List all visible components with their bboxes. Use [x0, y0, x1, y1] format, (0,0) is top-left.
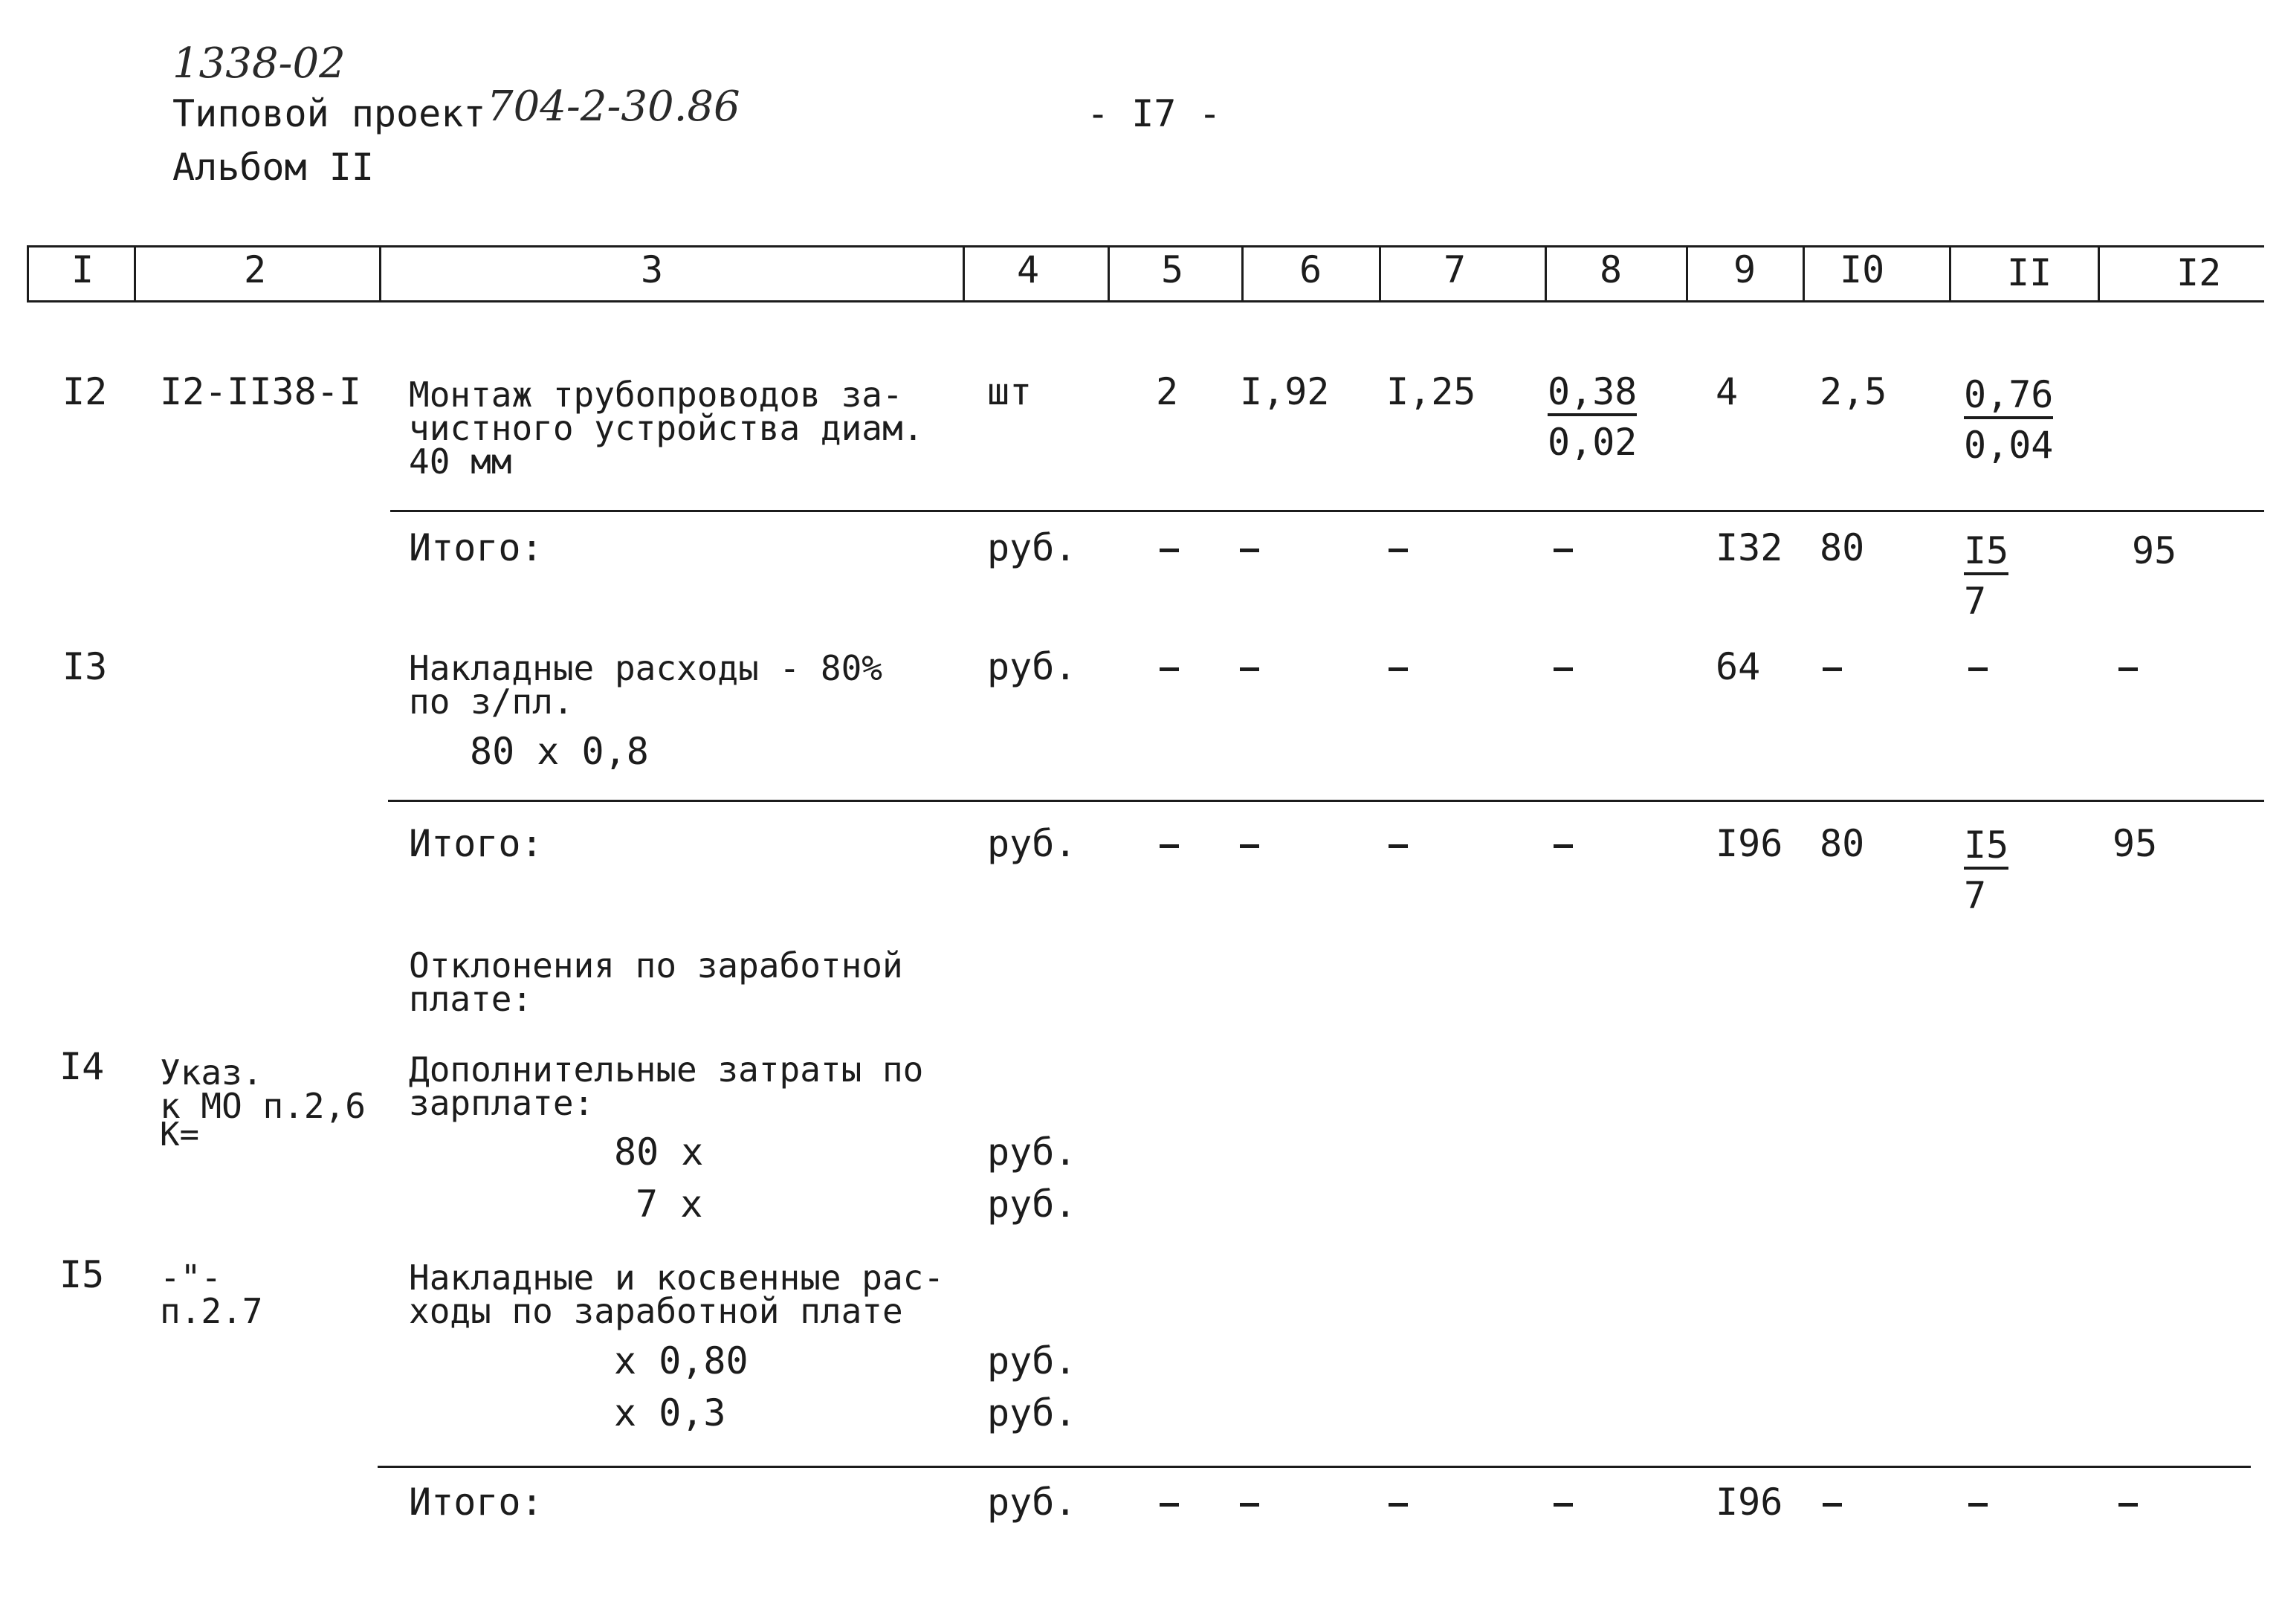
total-label: Итого:: [409, 1481, 543, 1524]
cell-c11-bottom: 7: [1964, 580, 1987, 623]
cell-c9: 4: [1716, 370, 1739, 413]
cell-c5: 2: [1156, 370, 1179, 413]
album-label: Альбом II: [172, 146, 374, 189]
row-code: к МО п.2,6: [160, 1086, 366, 1126]
col-header-9: 9: [1733, 248, 1756, 291]
empty-cell-dash: [1160, 549, 1179, 552]
col-header-3: 3: [641, 248, 664, 291]
cell-c11-top: I5: [1964, 826, 2008, 870]
row-divider: [378, 1466, 2251, 1468]
row-description: Дополнительные затраты по: [409, 1049, 924, 1090]
empty-cell-dash: [1554, 844, 1573, 848]
row-unit: руб.: [987, 1481, 1077, 1524]
row-code: п.2.7: [160, 1291, 263, 1331]
col-divider: [2098, 245, 2100, 303]
row-formula: 80 х 0,8: [470, 730, 649, 773]
cell-c9: I32: [1716, 526, 1783, 569]
empty-cell-dash: [1823, 1503, 1842, 1507]
col-header-1: I: [71, 248, 94, 291]
cell-c12: 95: [2113, 822, 2158, 865]
empty-cell-dash: [1554, 667, 1573, 671]
row-divider: [388, 800, 2264, 802]
project-number: 704-2-30.86: [487, 83, 740, 131]
row-divider: [390, 510, 2264, 512]
row-number: I4: [59, 1045, 105, 1088]
cell-c11-top: 0,76: [1964, 376, 2053, 419]
col-header-2: 2: [244, 248, 267, 291]
empty-cell-dash: [1240, 667, 1259, 671]
col-header-8: 8: [1600, 248, 1623, 291]
cell-c11-top: I5: [1964, 532, 2008, 575]
empty-cell-dash: [1160, 667, 1179, 671]
total-label: Итого:: [409, 526, 543, 569]
empty-cell-dash: [1240, 1503, 1259, 1507]
empty-cell-dash: [1160, 844, 1179, 848]
col-divider: [1949, 245, 1951, 303]
cell-c9: I96: [1716, 822, 1783, 865]
project-label: Типовой проект: [172, 92, 486, 135]
col-divider: [1803, 245, 1805, 303]
row-code: I2-II38-I: [160, 370, 361, 413]
row-description: ходы по заработной плате: [409, 1291, 903, 1331]
empty-cell-dash: [1240, 844, 1259, 848]
row-code: Указ.: [160, 1052, 263, 1093]
row-formula: х 0,3: [614, 1391, 726, 1434]
col-header-10: I0: [1840, 248, 1885, 291]
col-divider: [1379, 245, 1381, 303]
col-header-11: II: [2007, 251, 2052, 294]
section-heading: плате:: [409, 979, 533, 1019]
row-unit: руб.: [987, 1339, 1077, 1382]
header-top-rule: [27, 245, 2264, 248]
row-code: -"-: [160, 1258, 222, 1298]
cell-c11-bottom: 7: [1964, 874, 1987, 917]
cell-c10: 80: [1820, 526, 1865, 569]
row-unit: шт: [987, 370, 1032, 413]
cell-c7: I,25: [1386, 370, 1476, 413]
row-formula: х 0,80: [614, 1339, 749, 1382]
empty-cell-dash: [1240, 549, 1259, 552]
col-header-4: 4: [1017, 248, 1040, 291]
row-unit: руб.: [987, 1183, 1077, 1226]
col-header-12: I2: [2176, 251, 2222, 294]
row-description: чистного устройства диам.: [409, 408, 924, 448]
empty-cell-dash: [1389, 667, 1408, 671]
row-number: I2: [62, 370, 108, 413]
row-description: Накладные расходы - 80%: [409, 648, 882, 688]
row-description: Монтаж трубопроводов за-: [409, 375, 903, 415]
col-divider: [963, 245, 965, 303]
cell-c8-top: 0,38: [1548, 373, 1637, 416]
cell-c12: 95: [2132, 529, 2177, 572]
page-number: - I7 -: [1087, 92, 1221, 135]
row-formula: 80 х: [614, 1130, 704, 1174]
row-number: I3: [62, 645, 108, 688]
col-divider: [134, 245, 136, 303]
col-header-5: 5: [1161, 248, 1184, 291]
empty-cell-dash: [2118, 1503, 2138, 1507]
cell-c8-bottom: 0,02: [1548, 421, 1638, 464]
col-header-7: 7: [1444, 248, 1467, 291]
col-divider: [1686, 245, 1688, 303]
row-number: I5: [59, 1253, 105, 1296]
empty-cell-dash: [1968, 1503, 1988, 1507]
section-heading: Отклонения по заработной: [409, 945, 903, 986]
row-description: 40 мм: [409, 441, 512, 482]
empty-cell-dash: [2118, 667, 2138, 671]
col-divider: [1241, 245, 1244, 303]
row-description: Накладные и косвенные рас-: [409, 1258, 945, 1298]
col-header-6: 6: [1299, 248, 1322, 291]
row-unit: руб.: [987, 822, 1077, 865]
cell-c10: 2,5: [1820, 370, 1887, 413]
col-divider: [27, 245, 29, 303]
empty-cell-dash: [1823, 667, 1842, 671]
row-code: К=: [160, 1116, 199, 1154]
col-divider: [379, 245, 381, 303]
col-divider: [1108, 245, 1110, 303]
row-unit: руб.: [987, 1130, 1077, 1174]
cell-c9: 64: [1716, 645, 1761, 688]
empty-cell-dash: [1389, 549, 1408, 552]
cell-c11-bottom: 0,04: [1964, 424, 2054, 467]
row-formula: 7 х: [636, 1183, 703, 1226]
cell-c10: 80: [1820, 822, 1865, 865]
handwritten-code: 1338-02: [172, 39, 346, 88]
row-unit: руб.: [987, 1391, 1077, 1434]
header-bottom-rule: [27, 300, 2264, 303]
empty-cell-dash: [1389, 1503, 1408, 1507]
empty-cell-dash: [1554, 549, 1573, 552]
empty-cell-dash: [1554, 1503, 1573, 1507]
row-description: зарплате:: [409, 1083, 595, 1123]
cell-c9: I96: [1716, 1481, 1783, 1524]
row-unit: руб.: [987, 526, 1077, 569]
empty-cell-dash: [1160, 1503, 1179, 1507]
row-description: по з/пл.: [409, 682, 574, 722]
empty-cell-dash: [1968, 667, 1988, 671]
total-label: Итого:: [409, 822, 543, 865]
row-unit: руб.: [987, 645, 1077, 688]
col-divider: [1545, 245, 1547, 303]
empty-cell-dash: [1389, 844, 1408, 848]
cell-c6: I,92: [1240, 370, 1330, 413]
